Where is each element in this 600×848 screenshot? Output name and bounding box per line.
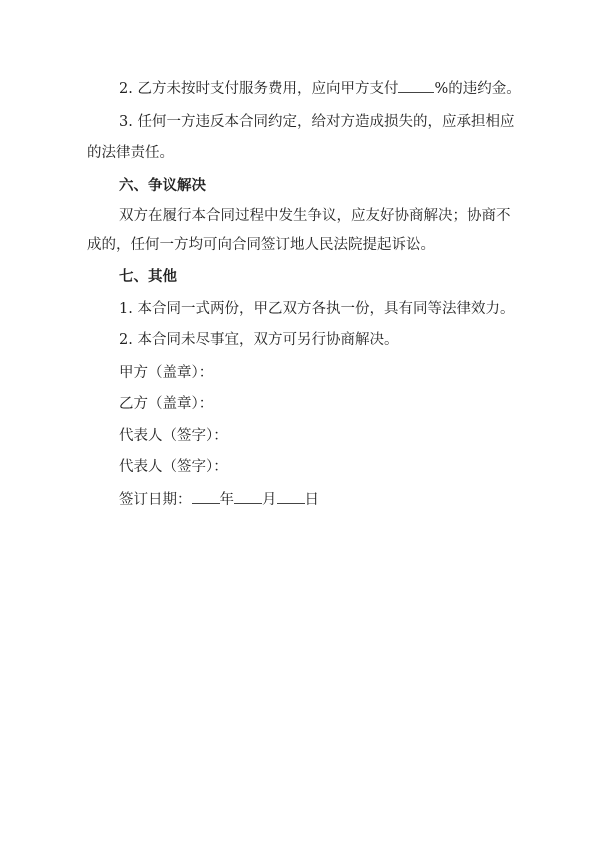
month-blank [234, 489, 262, 504]
section-7-item1: 1. 本合同一式两份，甲乙双方各执一份，具有同等法律效力。 [119, 301, 515, 317]
section-6-line2: 成的，任何一方均可向合同签订地人民法院提起诉讼。 [87, 237, 435, 253]
day-blank [277, 489, 305, 504]
representative-signature-1: 代表人（签字）： [119, 428, 228, 444]
representative-signature-2: 代表人（签字）： [119, 459, 228, 475]
signing-date: 签订日期： 年 月 日 [119, 489, 319, 510]
year-blank [192, 489, 220, 504]
clause-3-line1: 3. 任何一方违反本合同约定，给对方造成损失的，应承担相应 [119, 114, 515, 130]
party-a-seal: 甲方（盖章）： [119, 365, 214, 381]
section-7-item2: 2. 本合同未尽事宜，双方可另行协商解决。 [119, 332, 399, 348]
clause-2: 2. 乙方未按时支付服务费用，应向甲方支付 %的违约金。 [119, 78, 521, 99]
section-6-line1: 双方在履行本合同过程中发生争议，应友好协商解决；协商不 [119, 208, 511, 224]
clause-3-line2: 的法律责任。 [87, 145, 174, 161]
party-b-seal: 乙方（盖章）： [119, 396, 214, 412]
penalty-percent-blank [398, 78, 434, 93]
section-7-heading: 七、其他 [119, 269, 177, 285]
section-6-heading: 六、争议解决 [119, 178, 206, 194]
